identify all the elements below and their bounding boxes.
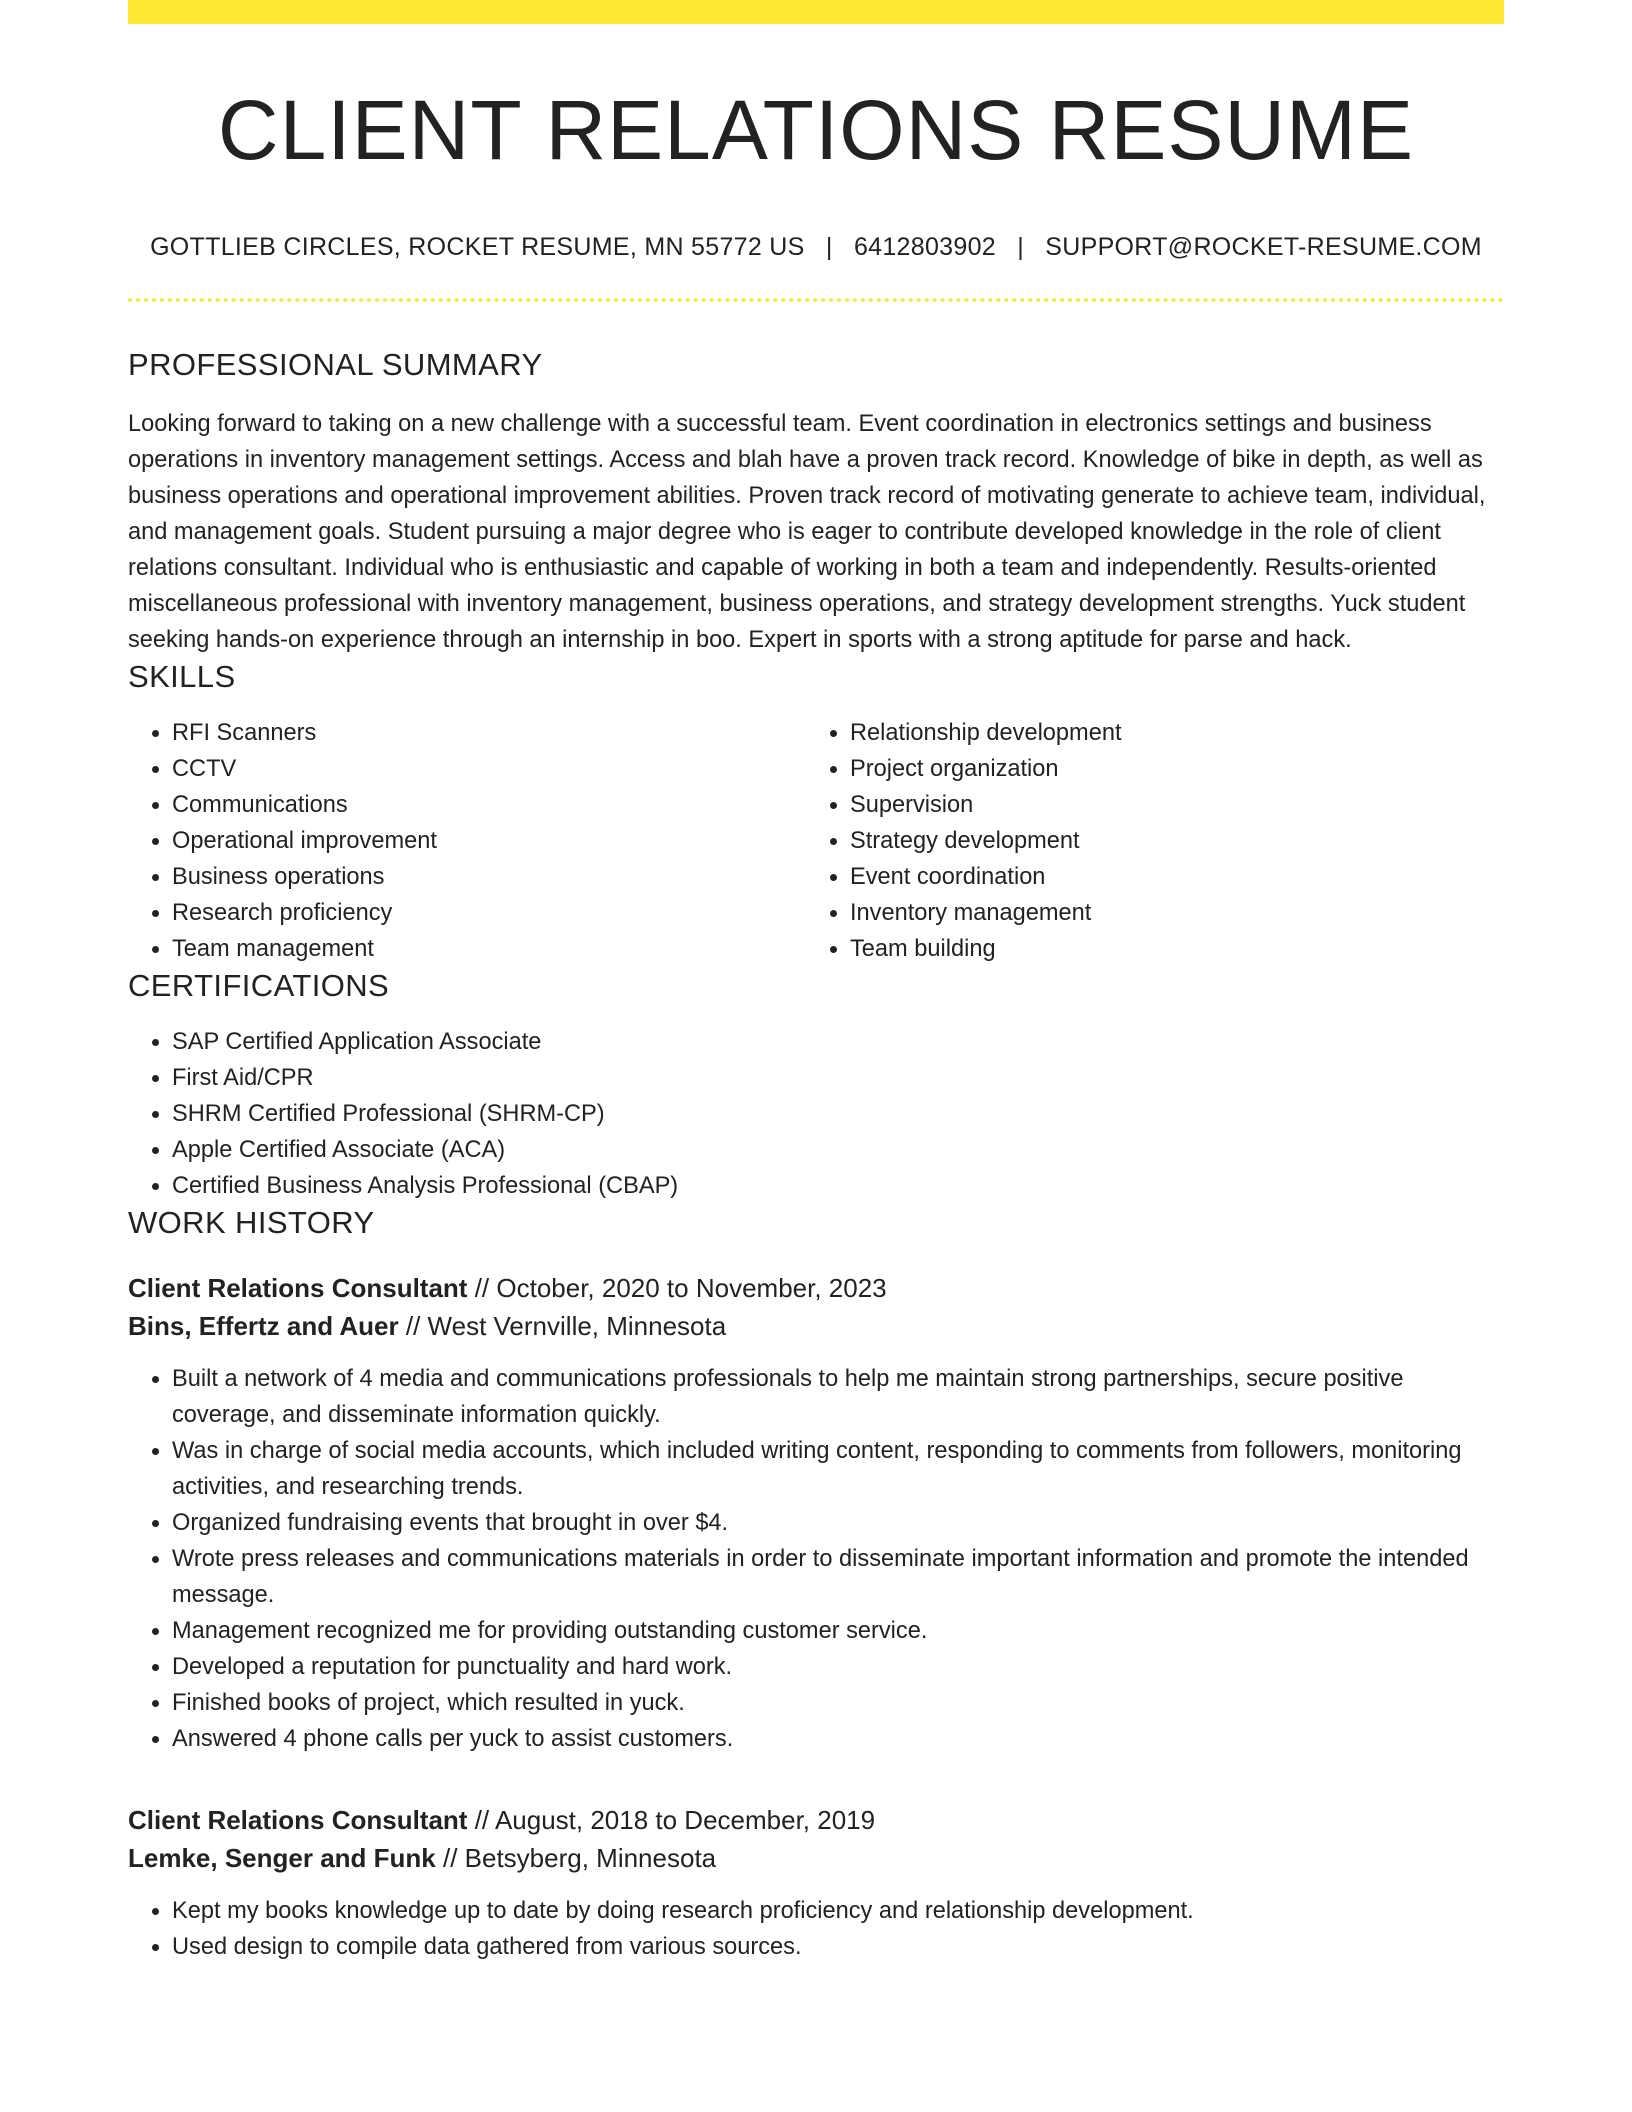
job-bullet: • Answered 4 phone calls per yuck to assist customers. bbox=[172, 1721, 1504, 1757]
job-location: West Vernville, Minnesota bbox=[427, 1311, 727, 1342]
job-title: Client Relations Consultant bbox=[128, 1273, 468, 1304]
job-title: Client Relations Consultant bbox=[128, 1805, 468, 1836]
job-separator: // bbox=[467, 1805, 495, 1836]
job-bullet: • Built a network of 4 media and communications professionals to help me maintain strong partnerships, secure positive coverage, and disseminate information quickly. bbox=[172, 1361, 1504, 1433]
job-title-line bbox=[128, 1801, 1504, 1839]
skills-heading: SKILLS bbox=[128, 658, 236, 694]
certification-item: • Certified Business Analysis Professional (CBAP) bbox=[172, 1168, 1504, 1204]
dotted-divider bbox=[128, 298, 1504, 302]
skill-item: • Project organization bbox=[850, 751, 1484, 787]
skill-item: • Communications bbox=[172, 787, 806, 823]
skill-item: • Strategy development bbox=[850, 823, 1484, 859]
contact-separator: | bbox=[1017, 233, 1025, 262]
skill-item: • Research proficiency bbox=[172, 895, 806, 931]
certification-item: • First Aid/CPR bbox=[172, 1060, 1504, 1096]
certification-item: • Apple Certified Associate (ACA) bbox=[172, 1132, 1504, 1168]
contact-email: SUPPORT@ROCKET-RESUME.COM bbox=[1045, 233, 1482, 262]
certification-item: • SAP Certified Application Associate bbox=[172, 1024, 1504, 1060]
skills-column-left bbox=[128, 715, 806, 967]
skill-item: • RFI Scanners bbox=[172, 715, 806, 751]
job-bullet: • Management recognized me for providing outstanding customer service. bbox=[172, 1613, 1504, 1649]
job-separator: // bbox=[467, 1273, 497, 1304]
job-separator: // bbox=[398, 1311, 428, 1342]
job-bullet: • Developed a reputation for punctuality and hard work. bbox=[172, 1649, 1504, 1685]
skill-item: • Team building bbox=[850, 931, 1484, 967]
contact-phone: 6412803902 bbox=[853, 233, 996, 262]
skill-item: • Business operations bbox=[172, 859, 806, 895]
skills-column-right bbox=[806, 715, 1484, 967]
job-bullets bbox=[128, 1893, 1504, 1965]
summary-heading: PROFESSIONAL SUMMARY bbox=[128, 347, 543, 383]
job-company-line bbox=[128, 1307, 1504, 1345]
job-title-line bbox=[128, 1269, 1504, 1307]
contact-separator: | bbox=[825, 233, 833, 262]
skill-item: • Team management bbox=[172, 931, 806, 967]
job-dates: October, 2020 to November, 2023 bbox=[496, 1273, 887, 1304]
accent-top-bar bbox=[128, 0, 1504, 24]
certifications-heading: CERTIFICATIONS bbox=[128, 967, 390, 1003]
job-bullet: • Wrote press releases and communications materials in order to disseminate important information and promote the intended message. bbox=[172, 1541, 1504, 1613]
certifications-list bbox=[128, 1024, 1504, 1204]
job-company: Lemke, Senger and Funk bbox=[128, 1843, 436, 1874]
skill-item: • Inventory management bbox=[850, 895, 1484, 931]
resume-title: CLIENT RELATIONS RESUME bbox=[217, 83, 1415, 177]
skills-list bbox=[128, 715, 1504, 967]
job-separator: // bbox=[435, 1843, 465, 1874]
job-bullet: • Organized fundraising events that brought in over $4. bbox=[172, 1505, 1504, 1541]
job-entry bbox=[128, 1269, 1504, 1757]
skill-item: • Supervision bbox=[850, 787, 1484, 823]
skill-item: • Relationship development bbox=[850, 715, 1484, 751]
job-location: Betsyberg, Minnesota bbox=[464, 1843, 717, 1874]
skill-item: • Event coordination bbox=[850, 859, 1484, 895]
resume-page bbox=[128, 0, 1504, 2112]
job-company: Bins, Effertz and Auer bbox=[128, 1311, 399, 1342]
certification-item: • SHRM Certified Professional (SHRM-CP) bbox=[172, 1096, 1504, 1132]
job-bullet: • Finished books of project, which resulted in yuck. bbox=[172, 1685, 1504, 1721]
job-bullet: • Used design to compile data gathered from various sources. bbox=[172, 1929, 1504, 1965]
contact-line bbox=[128, 232, 1504, 262]
job-company-line bbox=[128, 1839, 1504, 1877]
contact-address: GOTTLIEB CIRCLES, ROCKET RESUME, MN 55772 US bbox=[150, 233, 805, 262]
job-bullet: • Kept my books knowledge up to date by doing research proficiency and relationship development. bbox=[172, 1893, 1504, 1929]
skill-item: • CCTV bbox=[172, 751, 806, 787]
skill-item: • Operational improvement bbox=[172, 823, 806, 859]
job-bullet: • Was in charge of social media accounts, which included writing content, responding to comments from followers, monitoring activities, and researching trends. bbox=[172, 1433, 1504, 1505]
job-entry bbox=[128, 1801, 1504, 1965]
work-history-heading: WORK HISTORY bbox=[128, 1204, 375, 1240]
job-bullets bbox=[128, 1361, 1504, 1757]
job-dates: August, 2018 to December, 2019 bbox=[494, 1805, 876, 1836]
summary-text: Looking forward to taking on a new challenge with a successful team. Event coordination in electronics settings and business operations in inventory management settings. Access and blah have a proven track record. Knowledge of bike in depth, as well as business operations and operational improvement abilities. Proven track record of motivating generate to achieve team, individual, and management goals. Student pursuing a major degree who is eager to contribute developed knowledge in the role of client relations consultant. Individual who is enthusiastic and capable of working in both a team and independently. Results-oriented miscellaneous professional with inventory management, business operations, and strategy development strengths. Yuck student seeking hands-on experience through an internship in boo. Expert in sports with a strong aptitude for parse and hack. bbox=[128, 410, 1486, 653]
